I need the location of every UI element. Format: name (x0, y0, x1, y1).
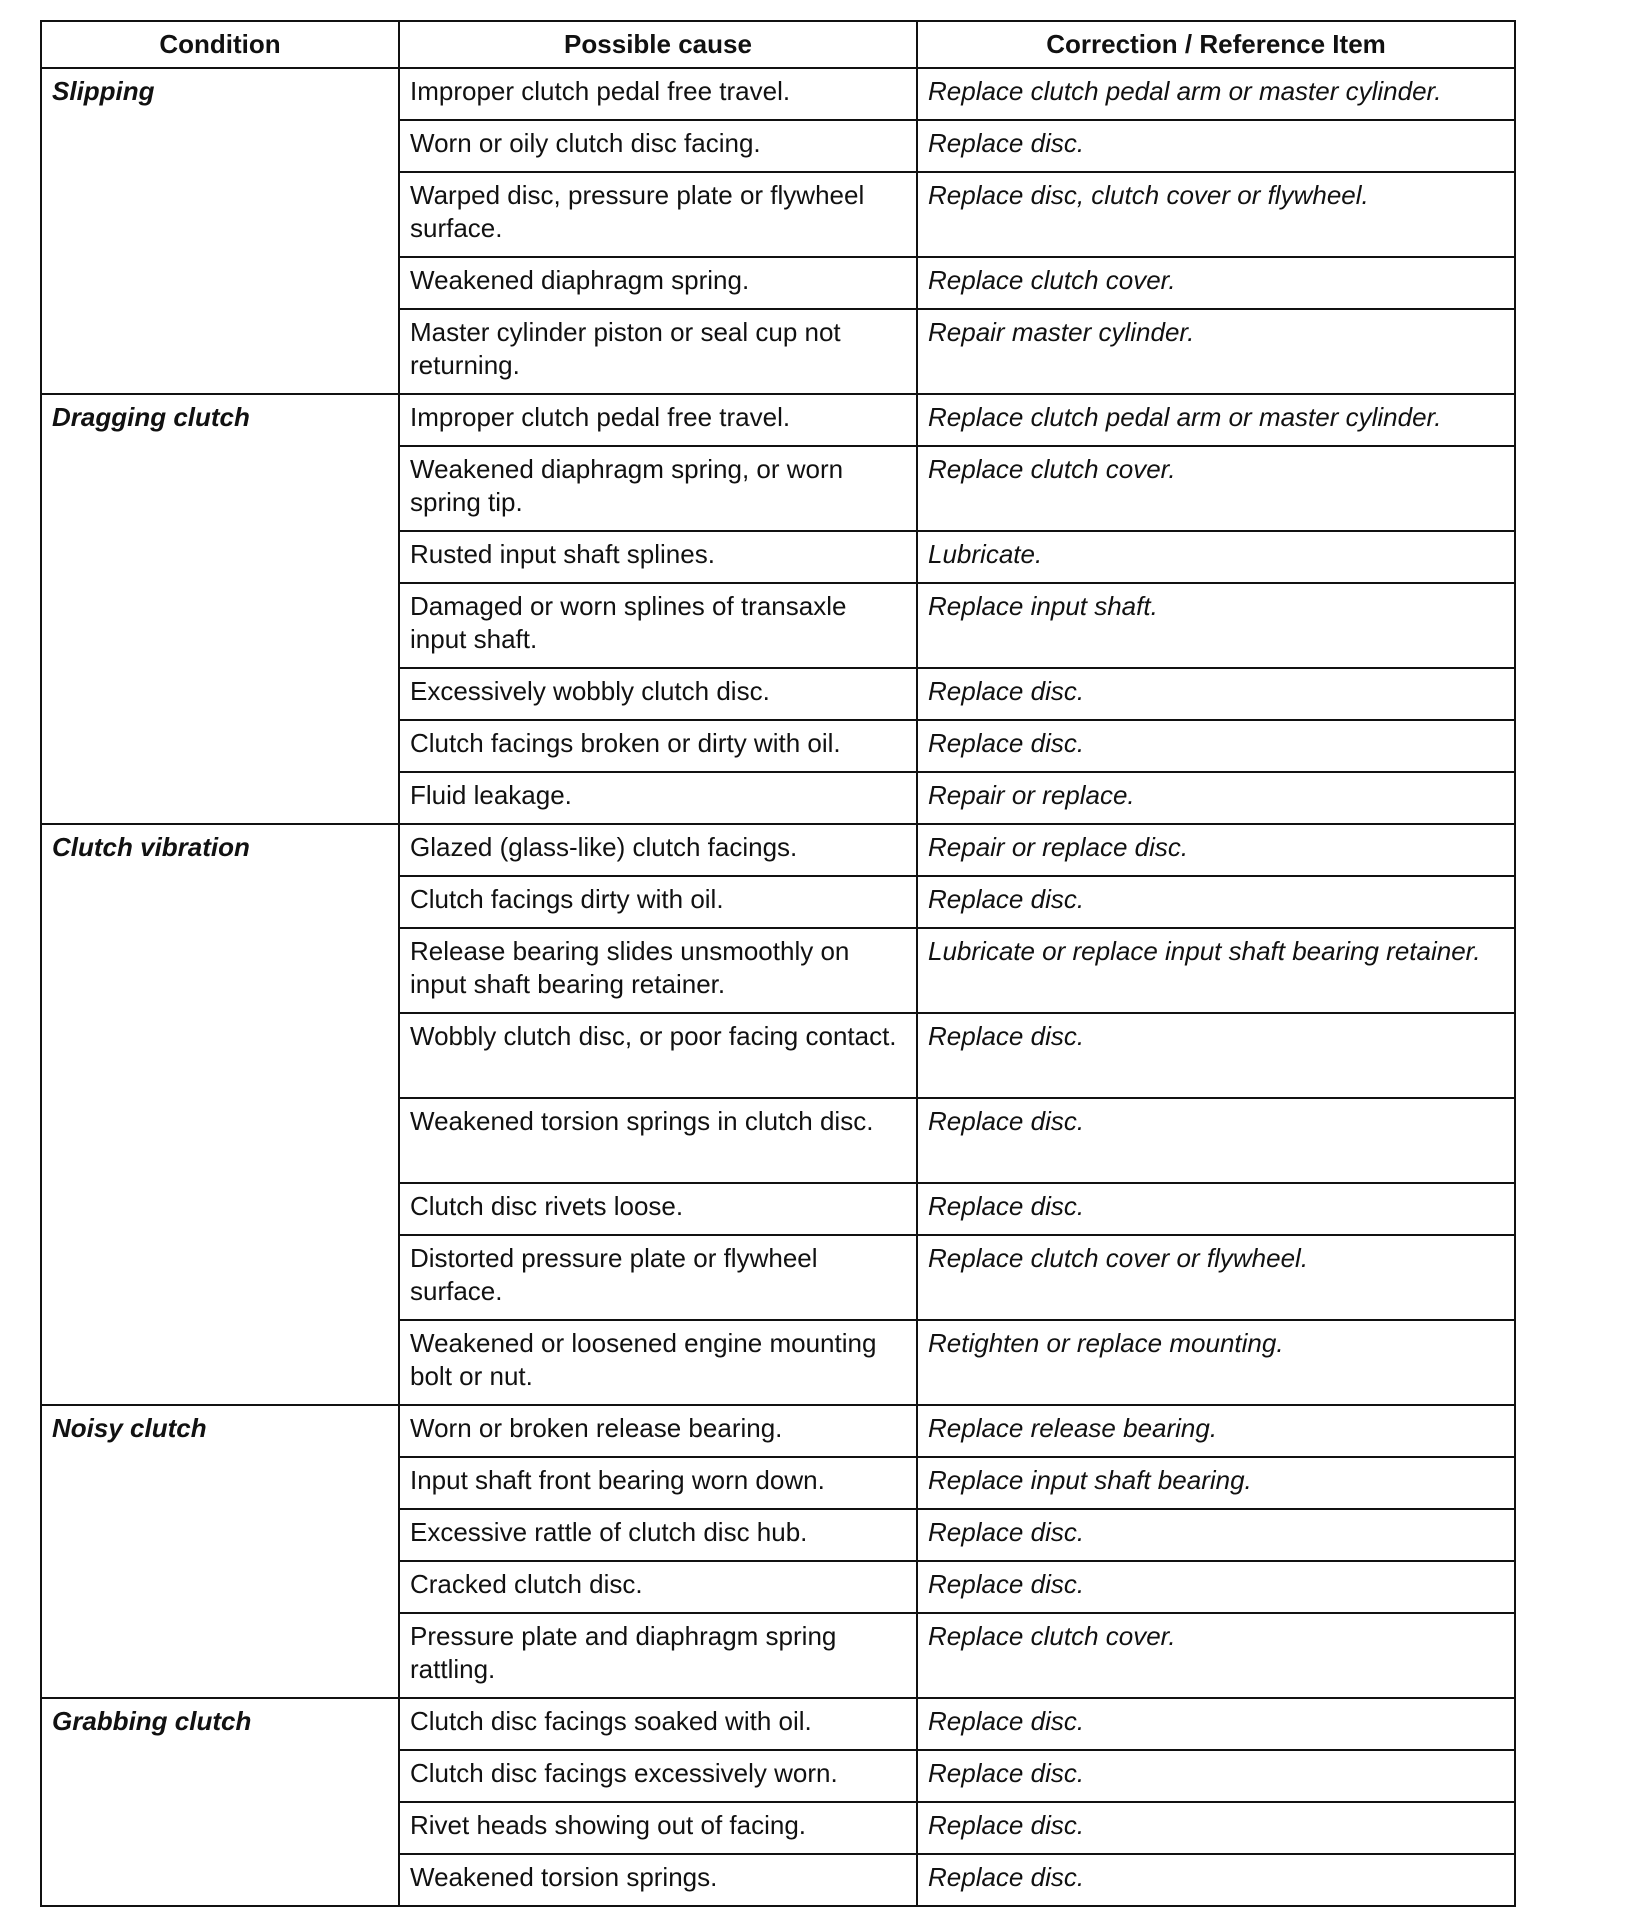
correction-cell: Replace disc. (917, 1750, 1515, 1802)
possible-cause-cell: Release bearing slides unsmoothly on input shaft bearing retainer. (399, 928, 917, 1013)
possible-cause-cell: Damaged or worn splines of transaxle input shaft. (399, 583, 917, 668)
correction-cell: Repair or replace. (917, 772, 1515, 824)
condition-cell: Grabbing clutch (41, 1698, 399, 1906)
table-row (41, 394, 1515, 446)
table-body (41, 68, 1515, 1906)
correction-cell: Replace clutch pedal arm or master cylinder. (917, 68, 1515, 120)
possible-cause-cell: Clutch disc facings excessively worn. (399, 1750, 917, 1802)
clutch-troubleshooting-table (40, 20, 1516, 1907)
correction-cell: Replace disc. (917, 720, 1515, 772)
possible-cause-cell: Master cylinder piston or seal cup not returning. (399, 309, 917, 394)
possible-cause-cell: Rivet heads showing out of facing. (399, 1802, 917, 1854)
correction-cell: Replace disc. (917, 120, 1515, 172)
possible-cause-cell: Worn or broken release bearing. (399, 1405, 917, 1457)
correction-cell: Replace clutch cover. (917, 257, 1515, 309)
possible-cause-cell: Input shaft front bearing worn down. (399, 1457, 917, 1509)
table-row (41, 1698, 1515, 1750)
correction-cell: Replace disc. (917, 1854, 1515, 1906)
possible-cause-cell: Rusted input shaft splines. (399, 531, 917, 583)
correction-cell: Replace disc. (917, 1183, 1515, 1235)
header-condition: Condition (41, 21, 399, 68)
correction-cell: Replace disc, clutch cover or flywheel. (917, 172, 1515, 257)
header-correction: Correction / Reference Item (917, 21, 1515, 68)
possible-cause-cell: Clutch facings dirty with oil. (399, 876, 917, 928)
possible-cause-cell: Clutch disc rivets loose. (399, 1183, 917, 1235)
condition-cell: Clutch vibration (41, 824, 399, 1405)
possible-cause-cell: Fluid leakage. (399, 772, 917, 824)
correction-cell: Replace release bearing. (917, 1405, 1515, 1457)
correction-cell: Replace clutch cover or flywheel. (917, 1235, 1515, 1320)
correction-cell: Replace disc. (917, 1561, 1515, 1613)
correction-cell: Replace clutch pedal arm or master cylinder. (917, 394, 1515, 446)
possible-cause-cell: Weakened torsion springs in clutch disc. (399, 1098, 917, 1183)
correction-cell: Repair or replace disc. (917, 824, 1515, 876)
correction-cell: Replace disc. (917, 1013, 1515, 1098)
possible-cause-cell: Distorted pressure plate or flywheel surface. (399, 1235, 917, 1320)
possible-cause-cell: Worn or oily clutch disc facing. (399, 120, 917, 172)
correction-cell: Repair master cylinder. (917, 309, 1515, 394)
possible-cause-cell: Clutch facings broken or dirty with oil. (399, 720, 917, 772)
possible-cause-cell: Wobbly clutch disc, or poor facing contact. (399, 1013, 917, 1098)
correction-cell: Replace input shaft bearing. (917, 1457, 1515, 1509)
correction-cell: Replace disc. (917, 1509, 1515, 1561)
possible-cause-cell: Cracked clutch disc. (399, 1561, 917, 1613)
correction-cell: Replace clutch cover. (917, 446, 1515, 531)
correction-cell: Replace clutch cover. (917, 1613, 1515, 1698)
correction-cell: Replace disc. (917, 668, 1515, 720)
table-row (41, 1405, 1515, 1457)
possible-cause-cell: Excessive rattle of clutch disc hub. (399, 1509, 917, 1561)
correction-cell: Replace disc. (917, 1698, 1515, 1750)
table-header-row (41, 21, 1515, 68)
possible-cause-cell: Improper clutch pedal free travel. (399, 394, 917, 446)
correction-cell: Retighten or replace mounting. (917, 1320, 1515, 1405)
condition-cell: Slipping (41, 68, 399, 394)
condition-cell: Noisy clutch (41, 1405, 399, 1698)
possible-cause-cell: Glazed (glass-like) clutch facings. (399, 824, 917, 876)
correction-cell: Replace disc. (917, 1098, 1515, 1183)
correction-cell: Lubricate or replace input shaft bearing retainer. (917, 928, 1515, 1013)
correction-cell: Lubricate. (917, 531, 1515, 583)
table-row (41, 824, 1515, 876)
table-row (41, 68, 1515, 120)
possible-cause-cell: Pressure plate and diaphragm spring rattling. (399, 1613, 917, 1698)
correction-cell: Replace disc. (917, 876, 1515, 928)
possible-cause-cell: Weakened or loosened engine mounting bolt or nut. (399, 1320, 917, 1405)
possible-cause-cell: Weakened torsion springs. (399, 1854, 917, 1906)
possible-cause-cell: Weakened diaphragm spring. (399, 257, 917, 309)
possible-cause-cell: Weakened diaphragm spring, or worn spring tip. (399, 446, 917, 531)
possible-cause-cell: Warped disc, pressure plate or flywheel surface. (399, 172, 917, 257)
correction-cell: Replace disc. (917, 1802, 1515, 1854)
possible-cause-cell: Excessively wobbly clutch disc. (399, 668, 917, 720)
condition-cell: Dragging clutch (41, 394, 399, 824)
possible-cause-cell: Clutch disc facings soaked with oil. (399, 1698, 917, 1750)
possible-cause-cell: Improper clutch pedal free travel. (399, 68, 917, 120)
header-possible-cause: Possible cause (399, 21, 917, 68)
correction-cell: Replace input shaft. (917, 583, 1515, 668)
